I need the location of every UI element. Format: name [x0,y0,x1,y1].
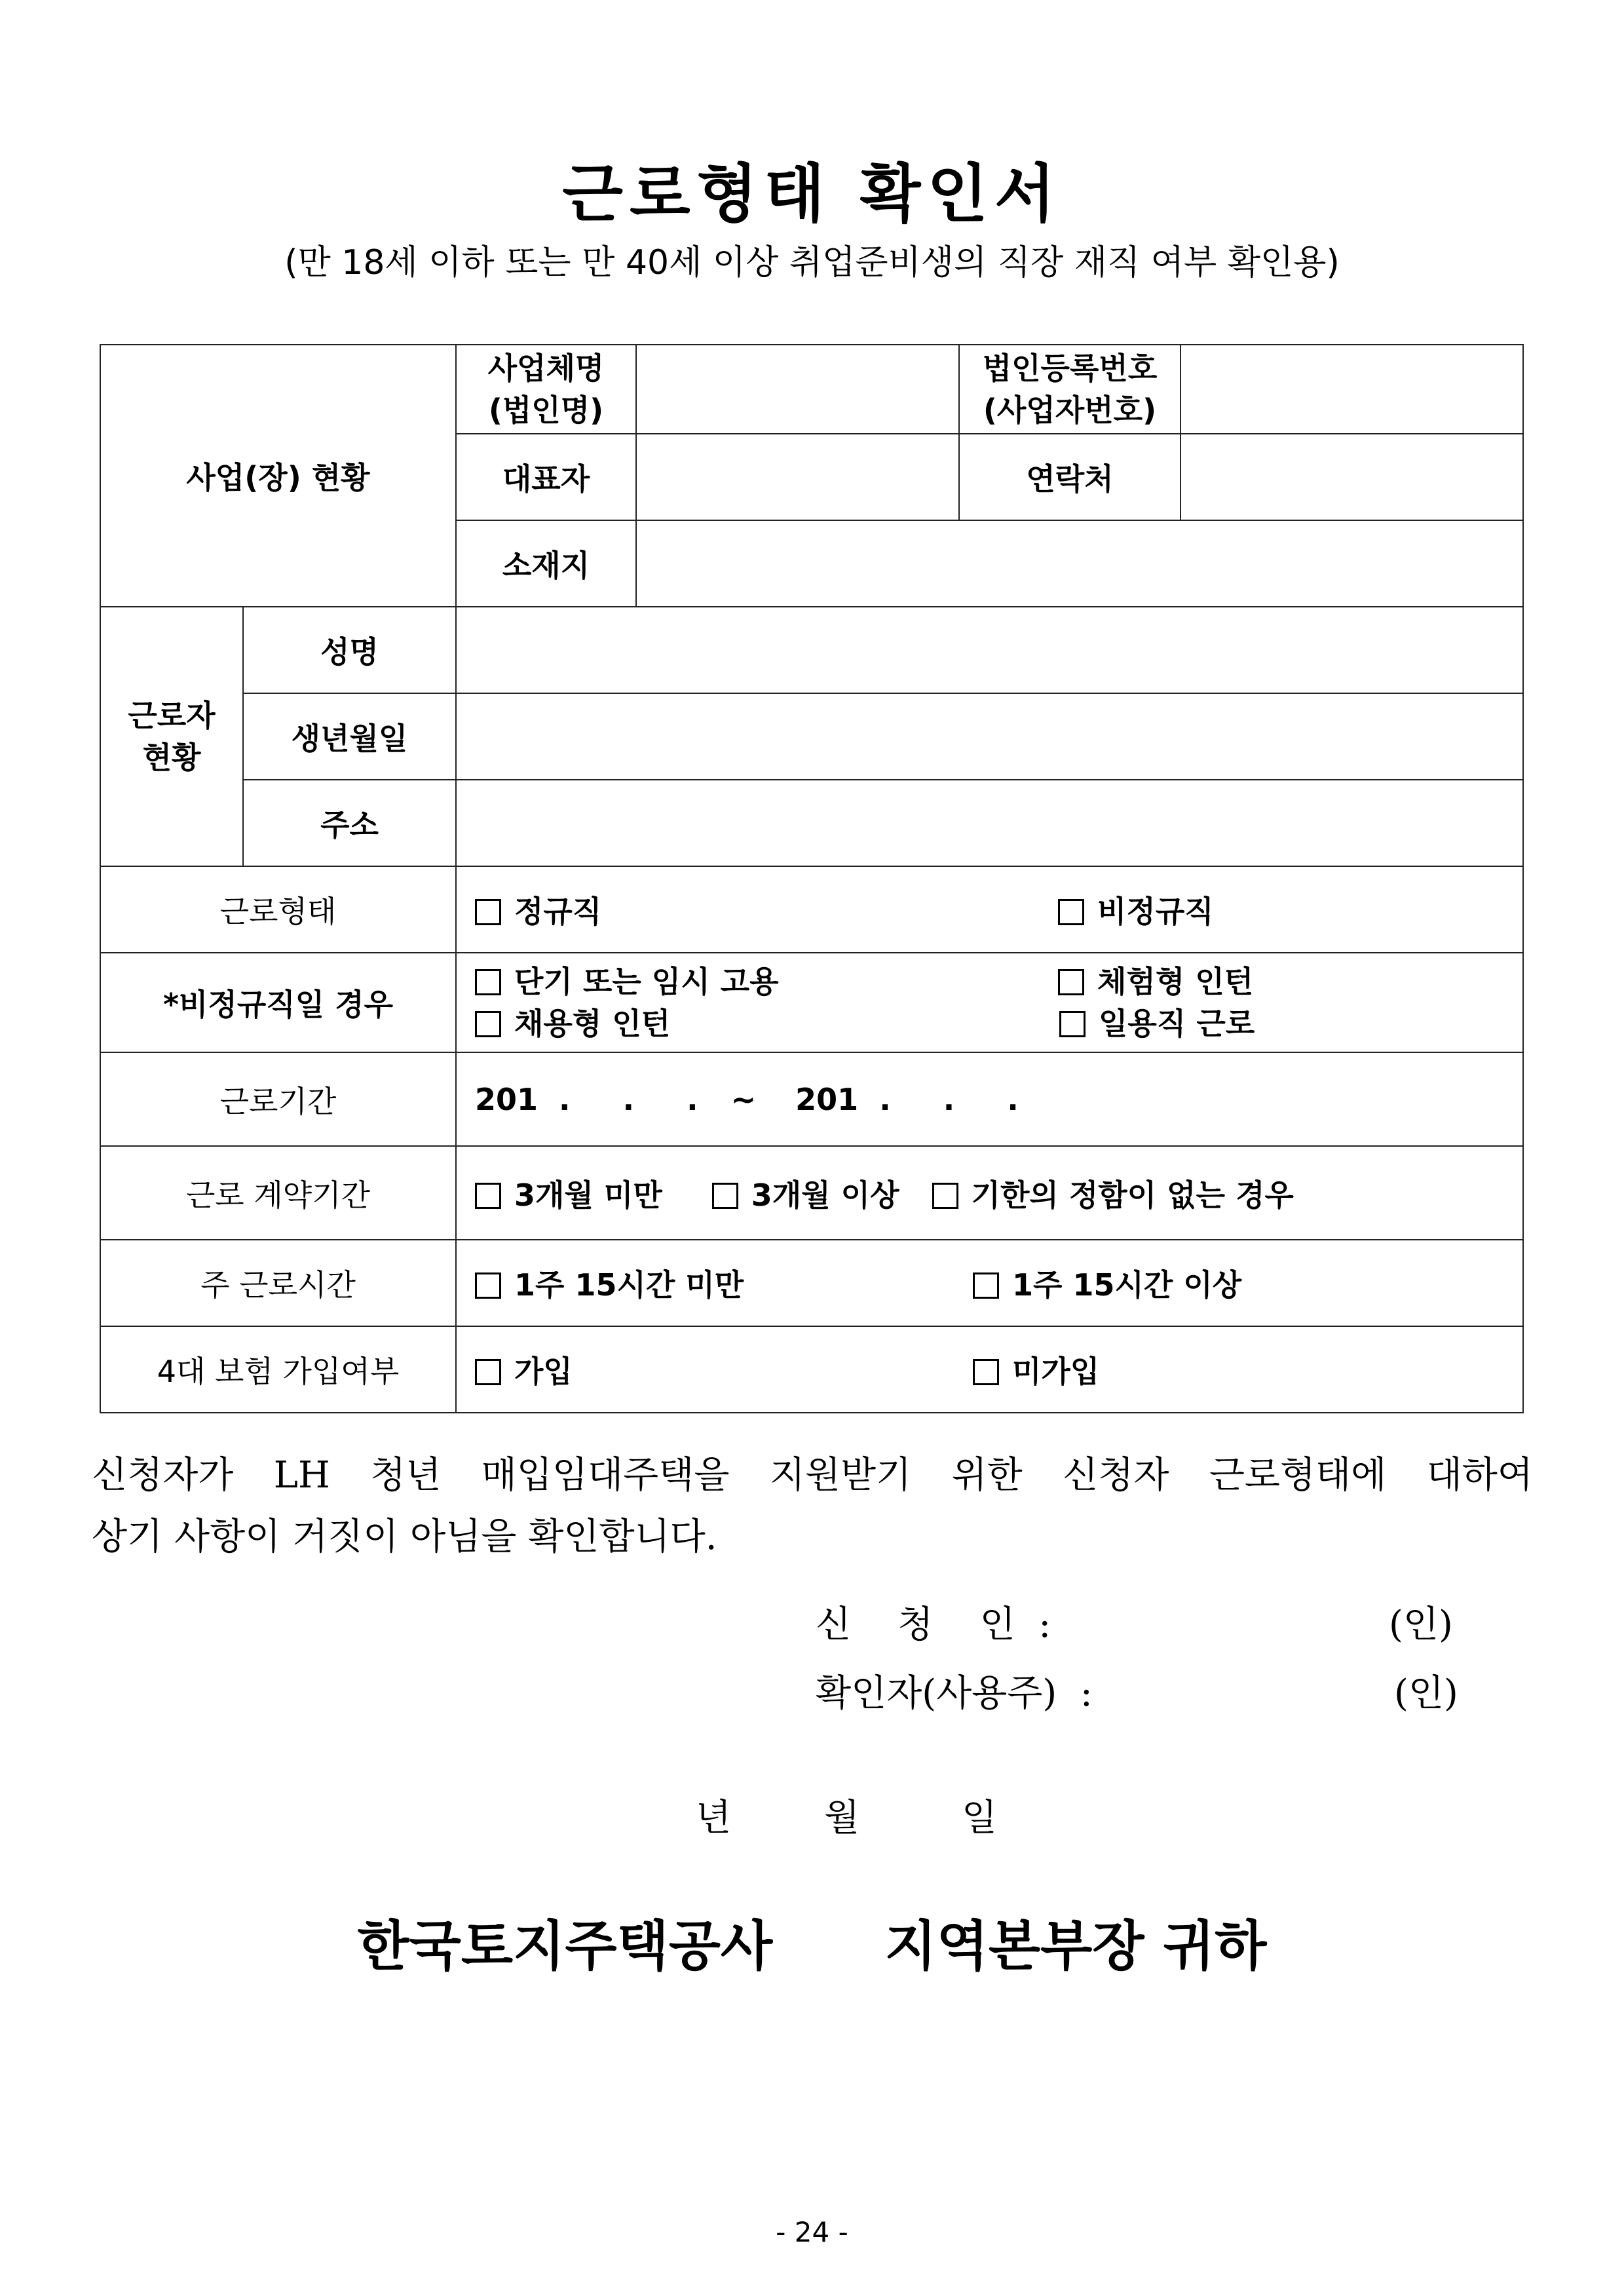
checkbox-icon[interactable] [932,1183,958,1209]
checkbox-icon[interactable] [1059,1011,1086,1037]
statement-word: 위한 [951,1454,1023,1497]
date-day: 일 [962,1797,998,1839]
period-tilde: ~ [730,1081,757,1117]
worker-birth-field[interactable] [456,693,1523,780]
statement-word: 신청자가 [92,1454,234,1497]
checkbox-icon[interactable] [973,1272,999,1299]
option-daily-labor[interactable]: 일용직 근로 [1059,1003,1255,1044]
statement-word: 매입임대주택을 [481,1454,730,1497]
statement-word: 대하여 [1426,1454,1533,1497]
representative-label: 대표자 [456,434,636,520]
business-name-label: 사업체명 (법인명) [456,345,636,434]
business-address-field[interactable] [636,520,1523,607]
option-under-3-months[interactable]: 3개월 미만 [475,1172,662,1215]
option-over-15-hours[interactable]: 1주 15시간 이상 [973,1261,1241,1305]
confirmation-statement [92,1445,1533,1568]
addressee: 한국토지주택공사 지역본부장 귀하 [357,1915,1267,1978]
employer-seal[interactable]: (인) [1394,1672,1458,1715]
option-under-15-hours[interactable]: 1주 15시간 미만 [475,1261,744,1305]
option-no-fixed-term[interactable]: 기한의 정함이 없는 경우 [932,1172,1294,1215]
checkbox-icon[interactable] [1058,899,1084,925]
contract-label: 근로 계약기간 [100,1146,456,1240]
statement-word: 근로형태에 [1209,1454,1387,1497]
weekly-hours-label: 주 근로시간 [100,1240,456,1326]
period-end[interactable]: 201 . . . [795,1081,1019,1117]
worker-name-label: 성명 [243,607,456,693]
statement-word: 지원받기 [769,1454,912,1497]
option-over-3-months[interactable]: 3개월 이상 [712,1172,899,1215]
date-year: 년 [696,1797,732,1839]
statement-line-1 [92,1445,1533,1506]
worker-section-label: 근로자 현황 [100,607,243,866]
date-month: 월 [824,1797,860,1839]
worker-address-label: 주소 [243,780,456,866]
option-experience-intern[interactable]: 체험형 인턴 [1058,961,1253,1003]
worker-birth-label: 생년월일 [243,693,456,780]
option-regular[interactable]: 정규직 [475,888,601,931]
document-title: 근로형태 확인서 [562,157,1062,231]
option-hiring-intern[interactable]: 채용형 인턴 [475,1003,670,1044]
option-short-term[interactable]: 단기 또는 임시 고용 [475,961,779,1003]
checkbox-icon[interactable] [475,1183,501,1209]
confirmation-form-table [100,344,1524,1413]
insurance-label: 4대 보험 가입여부 [100,1326,456,1413]
period-start[interactable]: 201 . . . [475,1081,698,1117]
worker-address-field[interactable] [456,780,1523,866]
checkbox-icon[interactable] [973,1359,999,1385]
statement-word: LH [273,1454,330,1497]
checkbox-icon[interactable] [475,899,501,925]
statement-word: 청년 [370,1454,442,1497]
employer-label: 확인자(사용주) : [816,1672,1093,1715]
contact-field[interactable] [1180,434,1523,520]
checkbox-icon[interactable] [712,1183,738,1209]
registration-number-field[interactable] [1180,345,1523,434]
period-label: 근로기간 [100,1052,456,1146]
applicant-seal[interactable]: (인) [1389,1603,1453,1646]
contact-label: 연락처 [959,434,1180,520]
checkbox-icon[interactable] [475,1011,501,1037]
checkbox-icon[interactable] [1058,969,1084,995]
checkbox-icon[interactable] [475,1359,501,1385]
employment-type-label: 근로형태 [100,866,456,953]
statement-line-2: 상기 사항이 거짓이 아님을 확인합니다. [92,1516,717,1558]
option-enrolled[interactable]: 가입 [475,1348,573,1391]
business-name-field[interactable] [636,345,959,434]
checkbox-icon[interactable] [475,969,501,995]
option-non-regular[interactable]: 비정규직 [1058,888,1214,931]
statement-word: 신청자 [1063,1454,1169,1497]
applicant-label: 신 청 인 : [816,1603,1051,1646]
business-address-label: 소재지 [456,520,636,607]
page-number: - 24 - [776,2216,848,2248]
registration-number-label: 법인등록번호 (사업자번호) [959,345,1180,434]
non-regular-label: *비정규직일 경우 [100,953,456,1052]
business-section-label: 사업(장) 현황 [100,345,456,607]
worker-name-field[interactable] [456,607,1523,693]
representative-field[interactable] [636,434,959,520]
document-subtitle: (만 18세 이하 또는 만 40세 이상 취업준비생의 직장 재직 여부 확인용) [284,243,1340,282]
checkbox-icon[interactable] [475,1272,501,1299]
option-not-enrolled[interactable]: 미가입 [973,1348,1099,1391]
